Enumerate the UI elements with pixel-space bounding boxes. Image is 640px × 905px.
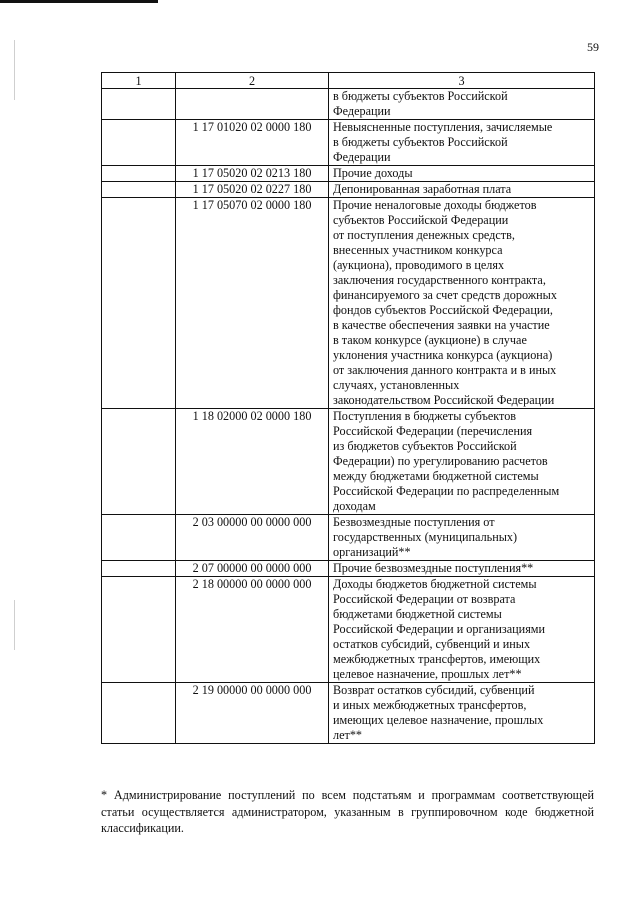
scan-margin-mark [14,600,15,650]
revenue-name-cell: Невыясненные поступления, зачисляемые в бюджеты субъектов Российской Федерации [329,120,595,166]
admin-code-cell [102,120,176,166]
table-row [102,198,595,409]
column-header-2: 2 [176,73,329,89]
admin-code-cell [102,683,176,744]
column-header-3: 3 [329,73,595,89]
revenue-name-cell: Прочие неналоговые доходы бюджетов субъектов Российской Федерации от поступления денежных средств, внесенных участником конкурса (аукциона), проводимого в целях заключения государственного контракта, финансируемого за счет средств дорожных фондов субъектов Российской Федерации, в качестве обеспечения заявки на участие в таком конкурсе (аукционе) в случае уклонения участника конкурса (аукциона) от заключения данного контракта и в иных случаях, установленных законодательством Российской Федерации [329,198,595,409]
admin-code-cell [102,561,176,577]
table-row [102,515,595,561]
admin-code-cell [102,515,176,561]
column-header-1: 1 [102,73,176,89]
table-row [102,577,595,683]
revenue-name-cell: Прочие безвозмездные поступления** [329,561,595,577]
budget-code-cell: 1 17 05020 02 0213 180 [176,166,329,182]
budget-code-cell: 2 18 00000 00 0000 000 [176,577,329,683]
budget-codes-table [101,72,595,744]
revenue-name-cell: Доходы бюджетов бюджетной системы Российской Федерации от возврата бюджетами бюджетной системы Российской Федерации и организациями остатков субсидий, субвенций и иных межбюджетных трансфертов, имеющих целевое назначение, прошлых лет** [329,577,595,683]
table-header-row [102,73,595,89]
table-row [102,409,595,515]
scan-margin-mark [14,40,15,100]
revenue-name-cell: Возврат остатков субсидий, субвенций и иных межбюджетных трансфертов, имеющих целевое назначение, прошлых лет** [329,683,595,744]
table-row [102,182,595,198]
table-row [102,683,595,744]
budget-code-cell: 1 18 02000 02 0000 180 [176,409,329,515]
budget-code-cell: 2 19 00000 00 0000 000 [176,683,329,744]
budget-code-cell: 1 17 01020 02 0000 180 [176,120,329,166]
budget-code-cell: 2 03 00000 00 0000 000 [176,515,329,561]
revenue-name-cell: в бюджеты субъектов Российской Федерации [329,89,595,120]
table-row [102,89,595,120]
page-number: 59 [587,40,599,54]
budget-code-cell: 1 17 05070 02 0000 180 [176,198,329,409]
footnote: * Администрирование поступлений по всем подстатьям и программам соответствующей статьи осуществляется администратором, указанным в группировочном коде бюджетной классификации. [101,788,594,835]
admin-code-cell [102,166,176,182]
budget-code-cell [176,89,329,120]
admin-code-cell [102,409,176,515]
admin-code-cell [102,198,176,409]
budget-code-cell: 2 07 00000 00 0000 000 [176,561,329,577]
admin-code-cell [102,182,176,198]
revenue-name-cell: Поступления в бюджеты субъектов Российской Федерации (перечисления из бюджетов субъектов Российской Федерации) по урегулированию расчетов между бюджетами бюджетной системы Российской Федерации по распределенным доходам [329,409,595,515]
table-row [102,120,595,166]
revenue-name-cell: Прочие доходы [329,166,595,182]
revenue-name-cell: Безвозмездные поступления от государственных (муниципальных) организаций** [329,515,595,561]
budget-code-cell: 1 17 05020 02 0227 180 [176,182,329,198]
top-rule [0,0,158,3]
table-row [102,561,595,577]
table-row [102,166,595,182]
admin-code-cell [102,89,176,120]
admin-code-cell [102,577,176,683]
revenue-name-cell: Депонированная заработная плата [329,182,595,198]
